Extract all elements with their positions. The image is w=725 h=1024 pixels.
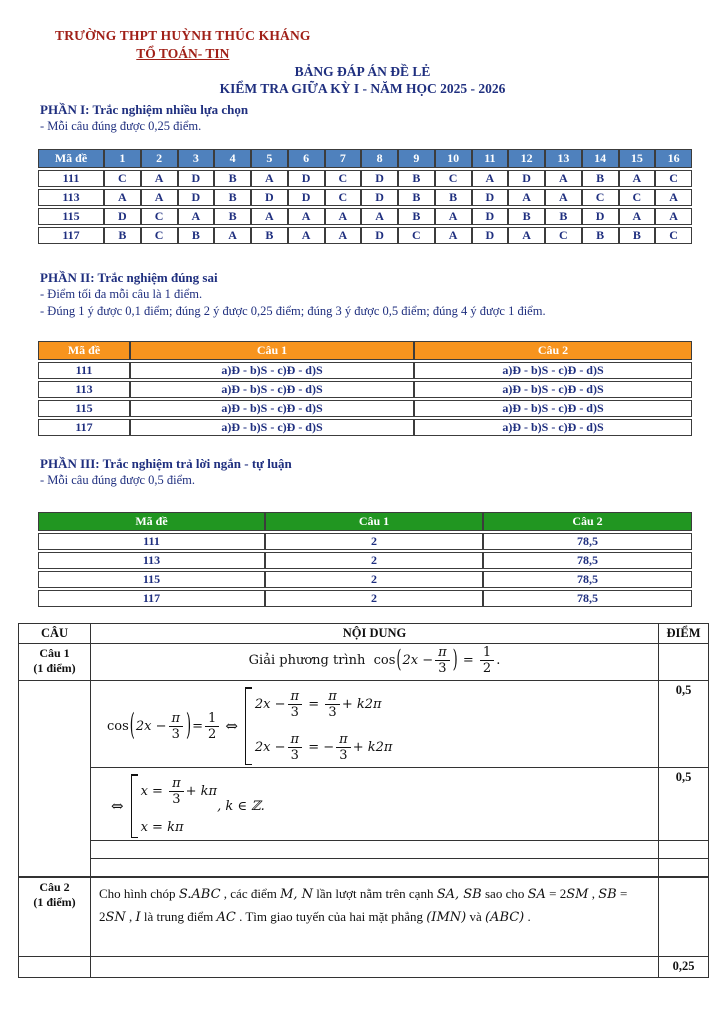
math-three: 3 xyxy=(172,792,181,807)
question1-merged-cell xyxy=(19,681,91,877)
table-cell: B xyxy=(251,227,288,244)
text-run: = 2 xyxy=(99,885,628,924)
text-run: , xyxy=(125,908,136,924)
table-cell: A xyxy=(325,227,362,244)
final-score-row xyxy=(19,957,709,978)
table-cell: C xyxy=(435,170,472,187)
empty-row xyxy=(19,841,709,859)
table-header-cell: Câu 1 xyxy=(130,341,414,360)
math-pi: π xyxy=(169,777,184,792)
table-cell: a)Đ - b)S - c)Đ - d)S xyxy=(130,400,414,417)
question2-row xyxy=(19,877,709,957)
part2-heading: PHẦN II: Trắc nghiệm đúng sai xyxy=(40,270,218,285)
empty-cell xyxy=(19,957,91,978)
part2-note-1: - Điểm tối đa mỗi câu là 1 điểm. xyxy=(40,287,203,301)
table-cell: A xyxy=(104,189,141,206)
question1-row xyxy=(19,644,709,681)
title-line-2: KIỂM TRA GIỮA KỲ I - NĂM HỌC 2025 - 2026 xyxy=(219,81,506,96)
math-cos: cos xyxy=(107,718,129,734)
table-cell: A xyxy=(545,189,582,206)
question2-label xyxy=(19,877,91,957)
table-cell: D xyxy=(508,170,545,187)
table-cell: A xyxy=(545,170,582,187)
math-eq: = xyxy=(308,697,320,712)
question1-prompt-text: Giải phương trình xyxy=(248,653,366,668)
table-cell: 78,5 xyxy=(483,590,692,607)
table-cell: D xyxy=(288,170,325,187)
text-run: và xyxy=(466,908,485,924)
table-cell: B xyxy=(178,227,215,244)
math-two: 2 xyxy=(482,661,492,676)
table-cell: A xyxy=(288,208,325,225)
math-k-in-z: , k ∈ ℤ. xyxy=(217,798,265,814)
math-open-paren: ( xyxy=(396,646,402,675)
math-three: 3 xyxy=(290,705,299,720)
table-cell: 2 xyxy=(265,590,483,607)
math-variable: M, N xyxy=(280,886,314,902)
table-cell: A xyxy=(178,208,215,225)
table-header-cell: 2 xyxy=(141,149,178,168)
table-cell: B xyxy=(582,170,619,187)
table-cell: D xyxy=(178,170,215,187)
math-cases-bracket xyxy=(245,687,393,765)
table-cell: 117 xyxy=(38,227,104,244)
score-cell: 0,25 xyxy=(659,957,709,978)
table-cell: B xyxy=(435,189,472,206)
text-run: . xyxy=(524,908,531,924)
table-cell: A xyxy=(435,208,472,225)
math-variable: (IMN) xyxy=(426,909,467,925)
table-cell: D xyxy=(361,189,398,206)
table-cell: C xyxy=(325,170,362,187)
table-header-row xyxy=(38,512,692,531)
math-eq: = xyxy=(192,718,204,734)
table-cell: 111 xyxy=(38,362,130,379)
math-close-paren: ) xyxy=(452,646,458,675)
table-cell: C xyxy=(655,227,692,244)
table-row xyxy=(38,552,692,569)
math-arg: 2x − xyxy=(254,697,286,712)
empty-cell xyxy=(659,841,709,859)
math-iff: ⇔ xyxy=(225,717,238,735)
math-three: 3 xyxy=(328,705,337,720)
table-cell: 2 xyxy=(265,552,483,569)
math-arg: 2x − xyxy=(254,740,286,755)
table-cell: 111 xyxy=(38,533,265,550)
math-close-paren: ) xyxy=(186,708,192,744)
math-variable: SM xyxy=(566,886,589,902)
math-pi: π xyxy=(336,733,351,748)
grading-table xyxy=(18,623,709,978)
math-arg: 2x − xyxy=(402,653,434,668)
table-cell: 2 xyxy=(265,533,483,550)
table-cell: A xyxy=(288,227,325,244)
table-cell: 111 xyxy=(38,170,104,187)
table-cell: D xyxy=(178,189,215,206)
math-cos: cos xyxy=(373,653,396,668)
text-run: Cho hình chóp xyxy=(99,885,179,901)
case-line-1 xyxy=(141,777,218,806)
table-cell: B xyxy=(619,227,656,244)
grading-col-noidung: NỘI DUNG xyxy=(91,624,659,644)
table-cell: C xyxy=(104,170,141,187)
text-run: = 2 xyxy=(545,885,567,901)
part2-note-2: - Đúng 1 ý được 0,1 điểm; đúng 2 ý được 0,25 điểm; đúng 3 ý được 0,5 điểm; đúng 4 ý được 1 điểm. xyxy=(40,304,546,318)
table-row xyxy=(38,400,692,417)
table-cell: a)Đ - b)S - c)Đ - d)S xyxy=(130,362,414,379)
part3-answer-table xyxy=(38,510,692,609)
table-cell: D xyxy=(472,208,509,225)
table-cell: 78,5 xyxy=(483,533,692,550)
table-cell: 115 xyxy=(38,571,265,588)
question1-label xyxy=(19,644,91,681)
table-cell: 115 xyxy=(38,208,104,225)
table-cell: C xyxy=(141,208,178,225)
empty-cell xyxy=(91,859,659,877)
math-minus: − xyxy=(323,740,335,755)
math-pi: π xyxy=(169,712,184,727)
score-cell: 0,5 xyxy=(659,681,709,768)
math-three: 3 xyxy=(171,726,180,742)
table-cell: a)Đ - b)S - c)Đ - d)S xyxy=(414,400,692,417)
math-x-kpi: x = kπ xyxy=(140,820,184,835)
table-row xyxy=(38,227,692,244)
table-cell: C xyxy=(619,189,656,206)
math-variable: AC xyxy=(216,909,236,925)
question1-prompt xyxy=(91,644,659,681)
table-cell: A xyxy=(508,189,545,206)
table-row xyxy=(38,189,692,206)
table-cell: C xyxy=(655,170,692,187)
math-one: 1 xyxy=(205,712,219,727)
table-cell: A xyxy=(251,170,288,187)
table-cell: 113 xyxy=(38,552,265,569)
table-cell: B xyxy=(508,208,545,225)
math-variable: S.ABC xyxy=(178,886,221,902)
table-row xyxy=(38,381,692,398)
math-pi: π xyxy=(435,646,450,661)
table-header-cell: Mã đề xyxy=(38,149,104,168)
solution-step1 xyxy=(91,681,659,768)
table-header-cell: 16 xyxy=(655,149,692,168)
table-cell: C xyxy=(141,227,178,244)
math-three: 3 xyxy=(290,748,299,763)
table-row xyxy=(38,362,692,379)
text-run: , các điểm xyxy=(220,885,281,901)
table-cell: D xyxy=(288,189,325,206)
table-header-row xyxy=(38,149,692,168)
table-cell: B xyxy=(398,170,435,187)
table-header-cell: 13 xyxy=(545,149,582,168)
table-cell: D xyxy=(104,208,141,225)
table-cell: B xyxy=(545,208,582,225)
question2-points: (1 điểm) xyxy=(33,894,76,909)
table-header-cell: 11 xyxy=(472,149,509,168)
score-cell xyxy=(659,644,709,681)
table-header-cell: Câu 2 xyxy=(414,341,692,360)
solution-step2-row xyxy=(19,768,709,841)
table-cell: B xyxy=(214,170,251,187)
table-header-cell: 6 xyxy=(288,149,325,168)
table-row xyxy=(38,590,692,607)
math-variable: (ABC) xyxy=(484,909,525,925)
table-cell: A xyxy=(435,227,472,244)
math-three: 3 xyxy=(438,661,447,676)
math-period: . xyxy=(496,653,501,668)
table-cell: a)Đ - b)S - c)Đ - d)S xyxy=(414,381,692,398)
math-x-eq: x = xyxy=(140,784,163,799)
text-run: là trung điểm xyxy=(140,908,217,924)
table-cell: A xyxy=(214,227,251,244)
text-run: . Tìm giao tuyến của hai mặt phẳng xyxy=(235,908,427,924)
case-line-2 xyxy=(255,733,393,762)
table-cell: A xyxy=(619,208,656,225)
table-header-cell: 4 xyxy=(214,149,251,168)
table-cell: C xyxy=(545,227,582,244)
table-cell: 117 xyxy=(38,590,265,607)
part1-note: - Mỗi câu đúng được 0,25 điểm. xyxy=(40,119,202,133)
table-cell: D xyxy=(582,208,619,225)
table-row xyxy=(38,533,692,550)
math-pi: π xyxy=(288,690,303,705)
table-cell: 117 xyxy=(38,419,130,436)
letterhead xyxy=(55,28,311,62)
table-cell: D xyxy=(361,170,398,187)
math-k2pi: + k2π xyxy=(352,740,393,755)
table-cell: A xyxy=(655,189,692,206)
score-cell xyxy=(659,877,709,957)
table-cell: 113 xyxy=(38,189,104,206)
table-cell: D xyxy=(251,189,288,206)
math-eq: = xyxy=(308,740,320,755)
part3-note: - Mỗi câu đúng được 0,5 điểm. xyxy=(40,473,196,487)
table-cell: A xyxy=(619,170,656,187)
table-row xyxy=(38,170,692,187)
table-header-cell: 9 xyxy=(398,149,435,168)
part3-heading: PHẦN III: Trắc nghiệm trả lời ngắn - tự luận xyxy=(40,456,292,471)
table-cell: 78,5 xyxy=(483,552,692,569)
solution-step1-row xyxy=(19,681,709,768)
empty-cell xyxy=(91,841,659,859)
table-cell: A xyxy=(251,208,288,225)
school-name: TRƯỜNG THPT HUỲNH THÚC KHÁNG xyxy=(55,28,311,43)
table-header-cell: 3 xyxy=(178,149,215,168)
table-cell: C xyxy=(398,227,435,244)
table-cell: D xyxy=(472,227,509,244)
table-cell: C xyxy=(325,189,362,206)
score-cell: 0,5 xyxy=(659,768,709,841)
question2-number: Câu 2 xyxy=(39,879,70,894)
table-header-cell: 10 xyxy=(435,149,472,168)
table-cell: 78,5 xyxy=(483,571,692,588)
table-cell: A xyxy=(472,170,509,187)
math-open-paren: ( xyxy=(129,708,135,744)
math-variable: SA, SB xyxy=(436,886,482,902)
table-cell: 113 xyxy=(38,381,130,398)
table-header-cell: 7 xyxy=(325,149,362,168)
math-eq: = xyxy=(462,653,474,668)
table-cell: A xyxy=(141,189,178,206)
table-header-cell: 14 xyxy=(582,149,619,168)
table-cell: D xyxy=(361,227,398,244)
math-cases-bracket xyxy=(131,774,218,838)
table-cell: B xyxy=(582,227,619,244)
table-cell: A xyxy=(141,170,178,187)
solution-step2 xyxy=(91,768,659,841)
grading-col-cau: CÂU xyxy=(19,624,91,644)
question2-text xyxy=(97,880,652,929)
math-three: 3 xyxy=(339,748,348,763)
empty-cell xyxy=(659,859,709,877)
part1-heading: PHẦN I: Trắc nghiệm nhiều lựa chọn xyxy=(40,102,249,117)
math-k2pi: + k2π xyxy=(341,697,382,712)
table-cell: a)Đ - b)S - c)Đ - d)S xyxy=(130,381,414,398)
grading-header-row xyxy=(19,624,709,644)
table-header-cell: 12 xyxy=(508,149,545,168)
table-header-cell: Câu 2 xyxy=(483,512,692,531)
document-title xyxy=(0,63,725,97)
table-cell: a)Đ - b)S - c)Đ - d)S xyxy=(414,362,692,379)
title-line-1: BẢNG ĐÁP ÁN ĐỀ LẺ xyxy=(294,64,431,79)
table-cell: B xyxy=(398,208,435,225)
text-run: , xyxy=(588,885,599,901)
math-two: 2 xyxy=(208,726,217,742)
table-cell: A xyxy=(508,227,545,244)
table-cell: B xyxy=(398,189,435,206)
grading-col-diem: ĐIỂM xyxy=(659,624,709,644)
case-line-1 xyxy=(255,690,393,719)
table-cell: 115 xyxy=(38,400,130,417)
math-pi: π xyxy=(325,690,340,705)
table-cell: A xyxy=(325,208,362,225)
question1-points: (1 điểm) xyxy=(33,661,76,675)
part1-answer-table xyxy=(38,147,692,246)
table-cell: 2 xyxy=(265,571,483,588)
math-kpi: + kπ xyxy=(185,784,218,799)
text-run: sao cho xyxy=(481,885,528,901)
table-cell: a)Đ - b)S - c)Đ - d)S xyxy=(414,419,692,436)
table-header-cell: Mã đề xyxy=(38,341,130,360)
math-pi: π xyxy=(288,733,303,748)
table-header-cell: Mã đề xyxy=(38,512,265,531)
table-cell: B xyxy=(214,208,251,225)
table-cell: A xyxy=(655,208,692,225)
table-header-cell: 1 xyxy=(104,149,141,168)
table-header-cell: 15 xyxy=(619,149,656,168)
table-header-cell: 8 xyxy=(361,149,398,168)
table-row xyxy=(38,208,692,225)
question1-number: Câu 1 xyxy=(39,646,70,660)
table-row xyxy=(38,571,692,588)
table-cell: B xyxy=(214,189,251,206)
table-header-row xyxy=(38,341,692,360)
question2-content xyxy=(91,877,659,957)
table-cell: D xyxy=(472,189,509,206)
table-header-cell: 5 xyxy=(251,149,288,168)
math-variable: I xyxy=(135,909,141,925)
math-iff: ⇔ xyxy=(111,797,124,815)
math-variable: SA xyxy=(527,886,546,902)
part2-answer-table xyxy=(38,339,692,438)
table-cell: B xyxy=(104,227,141,244)
table-header-cell: Câu 1 xyxy=(265,512,483,531)
table-cell: A xyxy=(361,208,398,225)
math-variable: SN xyxy=(105,909,126,925)
math-arg: 2x − xyxy=(135,718,167,734)
empty-row xyxy=(19,859,709,877)
math-variable: SB xyxy=(598,886,617,902)
table-cell: C xyxy=(582,189,619,206)
table-cell: a)Đ - b)S - c)Đ - d)S xyxy=(130,419,414,436)
table-row xyxy=(38,419,692,436)
math-one: 1 xyxy=(480,646,494,661)
text-run: lần lượt nằm trên cạnh xyxy=(313,885,437,901)
empty-cell xyxy=(91,957,659,978)
case-line-2 xyxy=(141,820,218,835)
department-name: TỔ TOÁN- TIN xyxy=(136,46,230,61)
